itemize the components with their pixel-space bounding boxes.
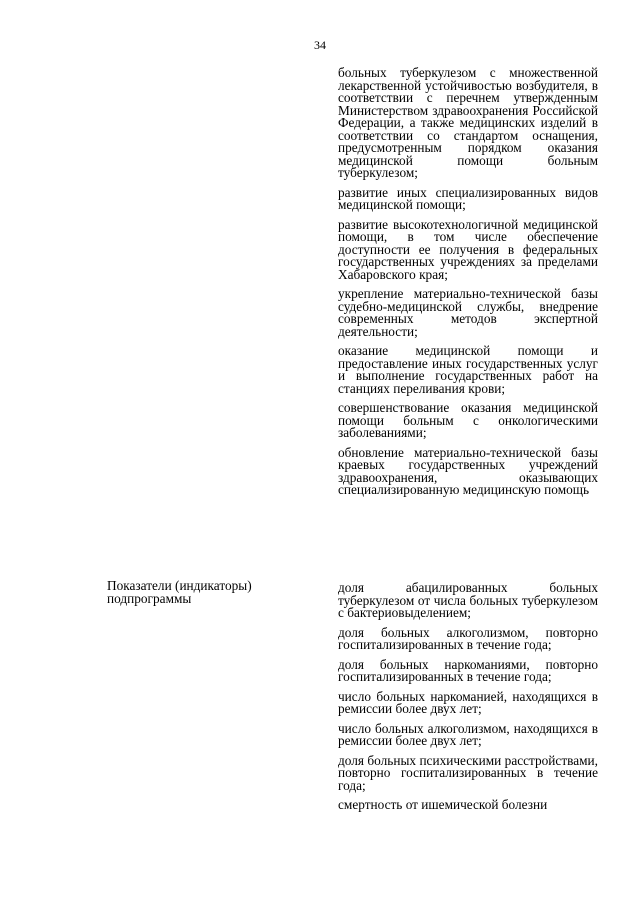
indicator-item: число больных алкоголизмом, находящихся в ремиссии более двух лет; — [338, 720, 598, 748]
activity-item: совершенствование оказания медицинской помощи больным с онкологическими заболеваниями; — [338, 400, 598, 440]
indicator-item: доля больных психическими расстройствами, повторно госпитализированных в течение года; — [338, 752, 598, 793]
indicator-item: число больных наркоманией, находящихся в ремиссии более двух лет; — [338, 688, 598, 716]
activity-item: оказание медицинской помощи и предоставление иных государственных услуг и выполнение государственных работ на станциях переливания крови; — [338, 343, 598, 396]
indicator-item: доля больных алкоголизмом, повторно госпитализированных в течение года; — [338, 624, 598, 652]
indicator-item: доля больных наркоманиями, повторно госпитализированных в течение года; — [338, 656, 598, 684]
activity-item: укрепление материально-технической базы судебно-медицинской службы, внедрение современных методов экспертной деятельности; — [338, 286, 598, 339]
activity-item: развитие высокотехнологичной медицинской помощи, в том числе обеспечение доступности ее получения в федеральных государственных учреждениях за пределами Хабаровского края; — [338, 216, 598, 282]
indicator-item: смертность от ишемической болезни — [338, 797, 548, 812]
activity-item: развитие иных специализированных видов медицинской помощи; — [338, 184, 598, 212]
page-number: 34 — [314, 38, 326, 52]
activity-item: больных туберкулезом с множественной лекарственной устойчивостью возбудителя, в соответствии с перечнем утвержденным Министерством здравоохранения Российской Федерации, а также медицинских изделий в соответствии со стандартом оснащения, предусмотренным порядком оказания медицинской помощи больным туберкулезом; — [338, 65, 598, 180]
indicator-item: доля абацилированных больных туберкулезом от числа больных туберкулезом с бактериовыделением; — [338, 580, 598, 620]
indicators-label: Показатели (индикаторы) подпрограммы — [107, 578, 252, 606]
activity-item: обновление материально-технической базы краевых государственных учреждений здравоохранения, оказывающих специализированную медицинскую помощь — [338, 444, 598, 497]
indicators-column — [338, 582, 598, 819]
activities-column — [338, 67, 598, 504]
